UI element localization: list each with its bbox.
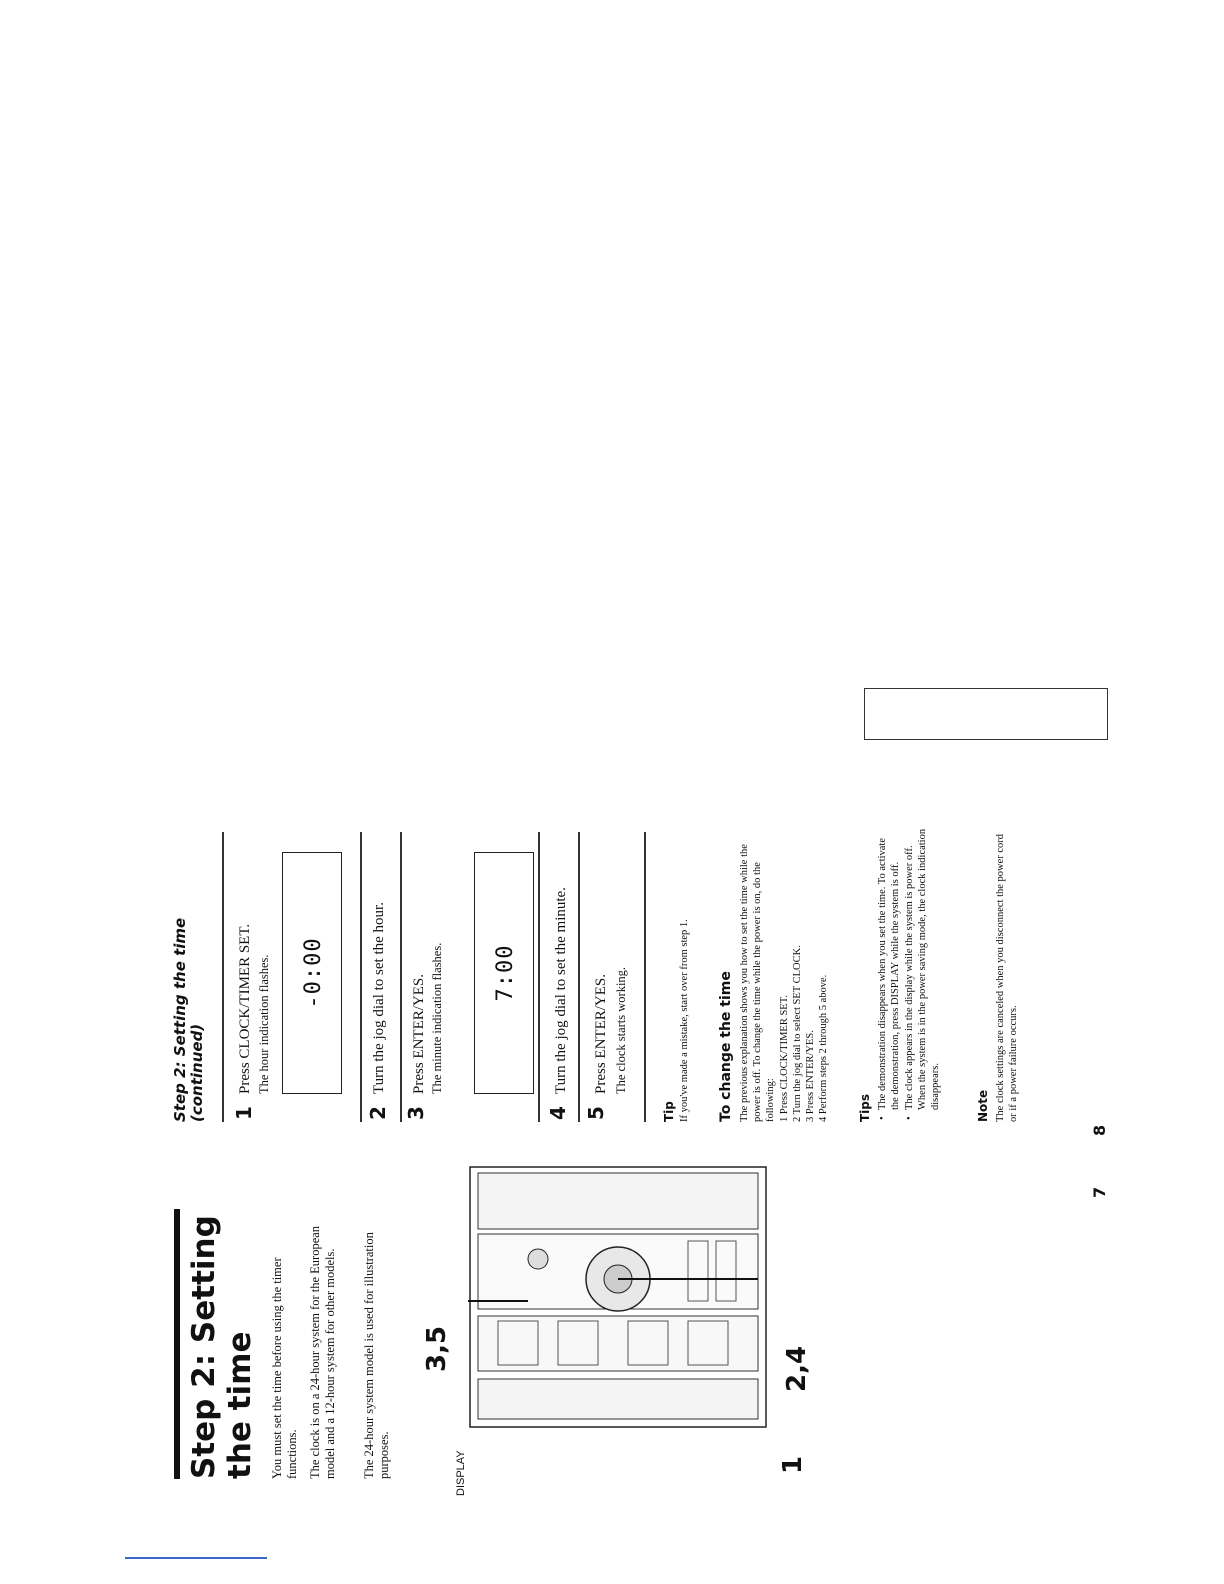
page-number-box	[864, 688, 1108, 740]
step-text: Press CLOCK/TIMER SET.	[237, 923, 253, 1094]
callout-2-4: 2,4	[782, 1345, 812, 1392]
continued-heading	[172, 862, 206, 1122]
step-number: 3	[404, 1106, 428, 1120]
change-step-1: 1 Press CLOCK/TIMER SET.	[779, 995, 790, 1122]
change-step-3: 3 Press ENTER/YES.	[805, 1030, 816, 1122]
step-rule	[222, 832, 224, 1122]
step-rule	[538, 832, 540, 1122]
change-time-body: The previous explanation shows you how to set the time while the power is off. To change the time while the power is on, do the following:	[739, 844, 776, 1122]
step-text: Turn the jog dial to set the minute.	[553, 887, 569, 1094]
continued-heading-line2: (continued)	[188, 1023, 206, 1122]
step-number: 1	[232, 1106, 256, 1120]
step-number: 4	[546, 1106, 570, 1120]
tip-heading: Tip	[662, 1101, 676, 1122]
step-text: Press ENTER/YES.	[593, 974, 609, 1094]
callout-1: 1	[778, 1455, 808, 1474]
lcd-display	[474, 852, 534, 1094]
tip-text: If you've made a mistake, start over from step 1.	[679, 919, 690, 1122]
step-rule	[400, 832, 402, 1122]
page-number-left: 7	[1090, 1186, 1109, 1198]
page-title: Step 2: Setting the time	[186, 1215, 258, 1479]
intro-paragraph-2: The clock is on a 24-hour system for the European model and a 12-hour system for other models.	[308, 1225, 337, 1479]
note-heading: Note	[976, 1089, 990, 1122]
blue-underline	[125, 1557, 267, 1559]
intro-paragraph-3: The 24-hour system model is used for illustration purposes.	[362, 1232, 391, 1479]
step-number: 5	[584, 1106, 608, 1120]
step-rule	[644, 832, 646, 1122]
lcd-value: 7:00	[493, 944, 518, 1002]
step-text: Press ENTER/YES.	[411, 974, 427, 1094]
tips-heading: Tips	[858, 1093, 872, 1122]
display-label: DISPLAY	[455, 1450, 467, 1496]
stereo-system-illustration	[468, 1164, 768, 1429]
tips-list	[876, 825, 943, 1122]
change-time-heading: To change the time	[718, 971, 734, 1122]
tips-item: • The demonstration disappears when you set the time. To activate the demonstration, press DISPLAY while the system is off.	[876, 825, 902, 1110]
lcd-value: -0:00	[301, 937, 326, 1009]
lcd-display	[282, 852, 342, 1094]
page-number-right: 8	[1090, 1124, 1109, 1136]
title-rule	[174, 1209, 180, 1479]
step-rule	[360, 832, 362, 1122]
step-text: Turn the jog dial to set the hour.	[371, 902, 387, 1094]
step-subtext: The minute indication flashes.	[430, 942, 444, 1094]
step-rule	[578, 832, 580, 1122]
step-number: 2	[366, 1106, 390, 1120]
step-subtext: The hour indication flashes.	[257, 954, 271, 1094]
change-step-4: 4 Perform steps 2 through 5 above.	[818, 974, 829, 1122]
change-step-2: 2 Turn the jog dial to select SET CLOCK.	[792, 945, 803, 1122]
tips-item: • The clock appears in the display while the system is power off. When the system is in the power saving mode, the clock indication disappears.	[903, 825, 942, 1110]
step-subtext: The clock starts working.	[614, 966, 628, 1094]
continued-heading-line1: Step 2: Setting the time	[171, 917, 189, 1122]
intro-paragraph-1: You must set the time before using the timer functions.	[270, 1257, 299, 1479]
callout-3-5: 3,5	[422, 1325, 452, 1372]
note-text: The clock settings are canceled when you disconnect the power cord or if a power failure occurs.	[995, 833, 1019, 1122]
